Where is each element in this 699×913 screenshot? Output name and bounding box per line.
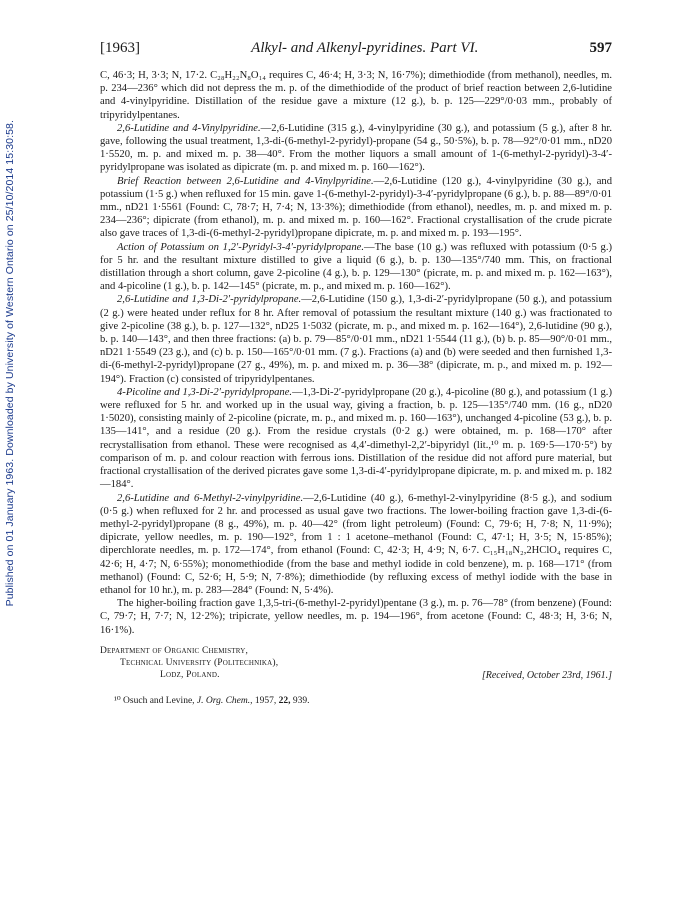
article-body [100, 69, 612, 637]
paragraph-text: —2,6-Lutidine (150 g.), 1,3-di-2′-pyridylpropane (50 g.), and potassium (2 g.) were heated under reflux for 8 hr. After removal of potassium the resultant mixture (140 g.) was fractionated to give 2-picoline (38 g.), b. p. 127—132°, nD25 1·5032 (picrate, m. p., and mixed m. p. 162—164°), 2,6-lutidine (90 g.), b. p. 140—143°, and then three fractions: (a) b. p. 79—85°/0·01 mm., nD21 1·5544 (11 g.), (b) b. p. 85—90°/0·01 mm., nD21 1·5549 (23 g.), and (c) b. p. 150—165°/0·01 mm. (7 g.). Fractions (a) and (b) were seeded and then furnished 1,3-di-(6-methyl-2-pyridyl)propane (27 g., 49%), m. p. and mixed m. p. 36—38° (dipicrate, m. p., and mixed m. p. 192—194°). Fraction (c) consisted of tripyridylpentanes. [100, 294, 612, 385]
watermark-text: Published on 01 January 1963. Downloaded by University of Western Ontario on 25/10/2014 15:30:58. [4, 120, 16, 607]
paragraph-text: —1,3-Di-2′-pyridylpropane (20 g.), 4-picoline (80 g.), and potassium (1 g.) were refluxed for 5 hr. and worked up in the usual way, giving a fraction, b. p. 125—135°/740 mm. (16 g., nD20 1·5020), consisting mainly of 2-picoline (picrate, m. p., and mixed m. p. 160—163°), unchanged 4-picoline (53 g.), b. p. 135—141°, and a residue (20 g.). From the residue crystals (0·2 g.) were obtained, m. p. 168—170° after recrystallisation from ethanol. These were recognised as 4,4′-dimethyl-2,2′-bipyridyl (lit.,¹⁰ m. p. 169·5—170·5°) by comparison of m. p. and colour reaction with ferrous ions. Distillation of the residue did not afford pure material, but fractional crystallisation of the derived picrates gave some 1,3-di-4′-pyridylpropane dipicrate, m. p. and mixed m. p. 182—184°. [100, 386, 612, 491]
paragraph-heading: 4-Picoline and 1,3-Di-2′-pyridylpropane. [117, 386, 293, 398]
header-title: Alkyl- and Alkenyl-pyridines. Part VI. [251, 40, 479, 56]
address-line: Technical University (Politechnika), [120, 657, 279, 668]
page-number: 597 [589, 40, 612, 56]
footnote-pages: 939. [292, 695, 310, 706]
paragraph [100, 386, 612, 492]
paragraph-text: The higher-boiling fraction gave 1,3,5-tri-(6-methyl-2-pyridyl)pentane (3 g.), m. p. 76—78° (from benzene) (Found: C, 79·7; H, 7·7; N, 12·2%); tripicrate, yellow needles, m. p. 194—196°, from acetone (Found: C, 48·3; H, 3·6; N, 16·1%). [100, 598, 612, 636]
footnote-volume: 22, [278, 695, 291, 706]
running-head [100, 40, 612, 57]
paragraph [100, 122, 612, 175]
paragraph-text: —2,6-Lutidine (315 g.), 4-vinylpyridine (30 g.), and potassium (5 g.), after 8 hr. gave, following the usual treatment, 1,3-di-(6-methyl-2-pyridyl)-propane (54 g., 50·5%), b. p. 78—92°/0·01 mm., nD20 1·5520, m. p. and mixed m. p. 38—40°. From the mother liquors a small amount of 1-(6-methyl-2-pyridyl)-3-4′-pyridylpropane was isolated as dipicrate (m. p. and mixed m. p. 160—162°). [100, 122, 612, 174]
paragraph [100, 597, 612, 637]
author-address [100, 645, 278, 681]
address-line: Lodz, Poland. [160, 669, 220, 680]
footnote-journal: J. Org. Chem., [196, 695, 253, 706]
paragraph-text: C, 46·3; H, 3·3; N, 17·2. C₂₈H₂₂N₈O₁₄ requires C, 46·4; H, 3·3; N, 16·7%); dimethiodide (from methanol), needles, m. p. 234—236° which did not depress the m. p. of the dimethiodide of the product of brief reaction between 2,6-lutidine and 4-vinylpyridine. Distillation of the residue gave a mixture (12 g.), b. p. 125—229°/0·03 mm., probably of tripyridylpentanes. [100, 70, 612, 121]
paragraph-text: —2,6-Lutidine (40 g.), 6-methyl-2-vinylpyridine (8·5 g.), and sodium (0·5 g.) when refluxed for 2 hr. and processed as usual gave two fractions. The lower-boiling fraction gave 1,3-di-(6-methyl-2-pyridyl)propane (8 g., 49%), m. p. 40—42° (from light petroleum) (Found: C, 79·6; H, 7·8; N, 11·9%); dipicrate, yellow needles, m. p. 190—192°, from 1 : 1 acetone–methanol (Found: C, 47·1; H, 3·5; N, 15·85%); diperchlorate needles, m. p. 172—174°, from ethanol (Found: C, 42·3; H, 4·9; N, 6·7. C₁₅H₁₈N₂,2HClO₄ requires C, 42·6; H, 4·7; N, 6·55%); monomethiodide (from the base and methyl iodide in cold benzene), m. p. 168—171° (from methanol) (Found: C, 52·6; H, 5·9; N, 7·8%); dimethiodide (by refluxing excess of methyl iodide with the base in ethanol for 10 hr.), m. p. 283—284° (Found: N, 5·4%). [100, 492, 612, 596]
header-year: [1963] [100, 40, 140, 56]
paragraph [100, 241, 612, 294]
received-date: [Received, October 23rd, 1961.] [481, 669, 612, 681]
footnote-number: ¹⁰ [114, 695, 121, 706]
paragraph-text: —The base (10 g.) was refluxed with potassium (0·5 g.) for 5 hr. and the resultant mixture distilled to give a liquid (6 g.), b. p. 130—135°/740 mm. This, on fractional distillation through a short column, gave 2-picoline (4 g.), b. p. 129—130° (picrate, m. p. and mixed m. p. 162—163°), and 4-picoline (1 g.), b. p. 142—145° (picrate, m. p., and mixed m. p. 160—162°). [100, 241, 612, 293]
footnote-authors: Osuch and Levine, [123, 695, 195, 706]
footnote-year: 1957, [254, 695, 277, 706]
paragraph [100, 175, 612, 241]
paragraph-heading: 2,6-Lutidine and 6-Methyl-2-vinylpyridine. [117, 492, 304, 504]
paragraph-text: —2,6-Lutidine (120 g.), 4-vinylpyridine (30 g.), and potassium (1·5 g.) when refluxed for 15 min. gave 1-(6-methyl-2-pyridyl)-3-4′-pyridylpropane (6 g.), b. p. 88—89°/0·01 mm., nD21 1·5561 (Found: C, 78·7; H, 7·4; N, 13·3%); dimethiodide (from ethanol), needles, m. p. and mixed m. p. 234—236°; dipicrate (from ethanol), m. p. and mixed m. p. 160—162°. Fractional crystallisation of the crude picrate also gave traces of 1,3-di-(6-methyl-2-pyridyl)propane dipicrate, m. p. and mixed m. p. 193—195°. [100, 175, 613, 240]
article-footer [100, 645, 612, 681]
paragraph [100, 293, 612, 385]
address-line: Department of Organic Chemistry, [100, 645, 249, 656]
download-watermark [4, 120, 18, 720]
paragraph-heading: 2,6-Lutidine and 1,3-Di-2′-pyridylpropane. [117, 294, 302, 306]
paragraph-heading: 2,6-Lutidine and 4-Vinylpyridine. [117, 122, 261, 134]
paragraph-heading: Action of Potassium on 1,2′-Pyridyl-3-4′-pyridylpropane. [117, 241, 364, 253]
footnote [100, 695, 612, 706]
paragraph-heading: Brief Reaction between 2,6-Lutidine and 4-Vinylpyridine. [117, 175, 374, 187]
journal-page [100, 40, 612, 706]
paragraph [100, 492, 612, 598]
paragraph [100, 69, 612, 122]
